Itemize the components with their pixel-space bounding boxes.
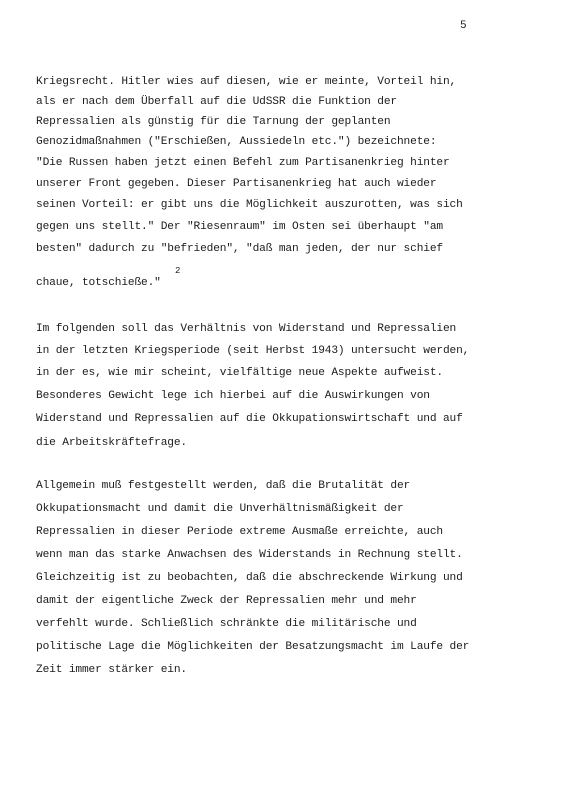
page-number: 5 (460, 20, 467, 32)
paragraph-1-line-2: als er nach dem Überfall auf die UdSSR die Funktion der (36, 96, 397, 108)
paragraph-1-line-5: "Die Russen haben jetzt einen Befehl zum Partisanenkrieg hinter (36, 157, 450, 169)
footnote-marker: 2 (175, 266, 181, 276)
paragraph-3-line-2: Okkupationsmacht und damit die Unverhältnismäßigkeit der (36, 503, 404, 515)
paragraph-3-line-6: damit der eigentliche Zweck der Repressalien mehr und mehr (36, 595, 417, 607)
paragraph-3-line-3: Repressalien in dieser Periode extreme Ausmaße erreichte, auch (36, 526, 443, 538)
paragraph-2-line-2: in der letzten Kriegsperiode (seit Herbst 1943) untersucht werden, (36, 345, 470, 357)
paragraph-3-line-9: Zeit immer stärker ein. (36, 664, 187, 676)
paragraph-3-line-1: Allgemein muß festgestellt werden, daß die Brutalität der (36, 480, 411, 492)
paragraph-3-line-7: verfehlt wurde. Schließlich schränkte die militärische und (36, 618, 417, 630)
paragraph-1-line-1: Kriegsrecht. Hitler wies auf diesen, wie er meinte, Vorteil hin, (36, 76, 457, 88)
paragraph-1-line-3: Repressalien als günstig für die Tarnung der geplanten (36, 116, 391, 128)
paragraph-2-line-5: Widerstand und Repressalien auf die Okkupationswirtschaft und auf (36, 413, 463, 425)
paragraph-2-line-1: Im folgenden soll das Verhältnis von Widerstand und Repressalien (36, 323, 457, 335)
paragraph-1-line-7: seinen Vorteil: er gibt uns die Möglichkeit auszurotten, was sich (36, 199, 463, 211)
paragraph-1-line-8: gegen uns stellt." Der "Riesenraum" im Osten sei überhaupt "am (36, 221, 443, 233)
paragraph-1-line-6: unserer Front gegeben. Dieser Partisanenkrieg hat auch wieder (36, 178, 437, 190)
paragraph-3-line-8: politische Lage die Möglichkeiten der Besatzungsmacht im Laufe der (36, 641, 470, 653)
paragraph-2-line-4: Besonderes Gewicht lege ich hierbei auf die Auswirkungen von (36, 390, 430, 402)
paragraph-2-line-6: die Arbeitskräftefrage. (36, 437, 187, 449)
paragraph-1-line-9: besten" dadurch zu "befrieden", "daß man jeden, der nur schief (36, 243, 443, 255)
paragraph-1-line-10: chaue, totschieße." (36, 277, 161, 289)
paragraph-1-line-4: Genozidmaßnahmen ("Erschießen, Aussiedeln etc.") bezeichnete: (36, 136, 437, 148)
paragraph-3-line-5: Gleichzeitig ist zu beobachten, daß die abschreckende Wirkung und (36, 572, 463, 584)
paragraph-3-line-4: wenn man das starke Anwachsen des Widerstands in Rechnung stellt. (36, 549, 463, 561)
paragraph-2-line-3: in der es, wie mir scheint, vielfältige neue Aspekte aufweist. (36, 367, 443, 379)
